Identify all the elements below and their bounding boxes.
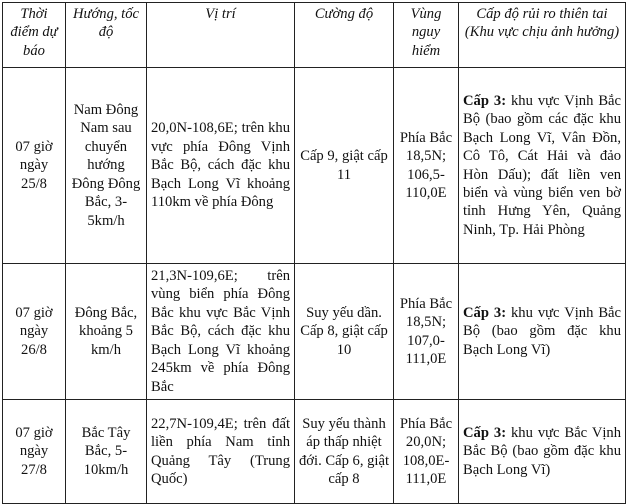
risk-level: Cấp 3:	[463, 424, 507, 441]
table-header-row	[3, 3, 626, 68]
table-row	[3, 68, 626, 264]
cell-position: 22,7N-109,4E; trên đất liền phía Nam tỉnh Quảng Tây (Trung Quốc)	[147, 400, 295, 504]
cell-time: 07 giờ ngày 26/8	[3, 264, 66, 400]
cell-danger-zone: Phía Bắc 18,5N; 106,5-110,0E	[394, 68, 459, 264]
cell-time: 07 giờ ngày 25/8	[3, 68, 66, 264]
cell-intensity: Cấp 9, giật cấp 11	[295, 68, 394, 264]
cell-risk	[459, 264, 626, 400]
cell-direction: Nam Đông Nam sau chuyển hướng Đông Đông Bắc, 3-5km/h	[66, 68, 147, 264]
cell-danger-zone: Phía Bắc 20,0N; 108,0E-111,0E	[394, 400, 459, 504]
risk-level: Cấp 3:	[463, 92, 507, 109]
cell-danger-zone: Phía Bắc 18,5N; 107,0-111,0E	[394, 264, 459, 400]
risk-level: Cấp 3:	[463, 304, 507, 321]
risk-area: khu vực Bắc Vịnh Bắc Bộ (bao gồm đặc khu Bạch Long Vĩ)	[463, 424, 622, 478]
cell-intensity: Suy yếu dần. Cấp 8, giật cấp 10	[295, 264, 394, 400]
cell-direction: Đông Bắc, khoảng 5 km/h	[66, 264, 147, 400]
cell-risk	[459, 68, 626, 264]
cell-position: 20,0N-108,6E; trên khu vực phía Đông Vịnh Bắc Bộ, cách đặc khu Bạch Long Vĩ khoảng 110km về phía Đông	[147, 68, 295, 264]
cell-risk	[459, 400, 626, 504]
header-risk: Cấp độ rủi ro thiên tai (Khu vực chịu ảnh hưởng)	[459, 3, 626, 68]
risk-area: khu vực Vịnh Bắc Bộ (bao gồm đặc khu Bạch Long Vĩ)	[463, 304, 622, 358]
table-row	[3, 400, 626, 504]
storm-forecast-table	[2, 2, 626, 504]
cell-direction: Bắc Tây Bắc, 5-10km/h	[66, 400, 147, 504]
cell-position: 21,3N-109,6E; trên vùng biển phía Đông Bắc khu vực Bắc Vịnh Bắc Bộ, cách đặc khu Bạch Long Vĩ khoảng 245km về phía Đông Bắc	[147, 264, 295, 400]
header-position: Vị trí	[147, 3, 295, 68]
header-danger-zone: Vùng nguy hiểm	[394, 3, 459, 68]
cell-intensity: Suy yếu thành áp thấp nhiệt đới. Cấp 6, giật cấp 8	[295, 400, 394, 504]
header-direction: Hướng, tốc độ	[66, 3, 147, 68]
cell-time: 07 giờ ngày 27/8	[3, 400, 66, 504]
table-row	[3, 264, 626, 400]
header-time: Thời điểm dự báo	[3, 3, 66, 68]
risk-area: khu vực Vịnh Bắc Bộ (bao gồm các đặc khu Bạch Long Vĩ, Vân Đồn, Cô Tô, Cát Hải và đảo Hòn Dấu); đất liền ven biển và vùng biển ven bờ tỉnh Hưng Yên, Quảng Ninh, Tp. Hải Phòng	[463, 92, 622, 238]
forecast-table-wrapper	[2, 2, 626, 504]
header-intensity: Cường độ	[295, 3, 394, 68]
